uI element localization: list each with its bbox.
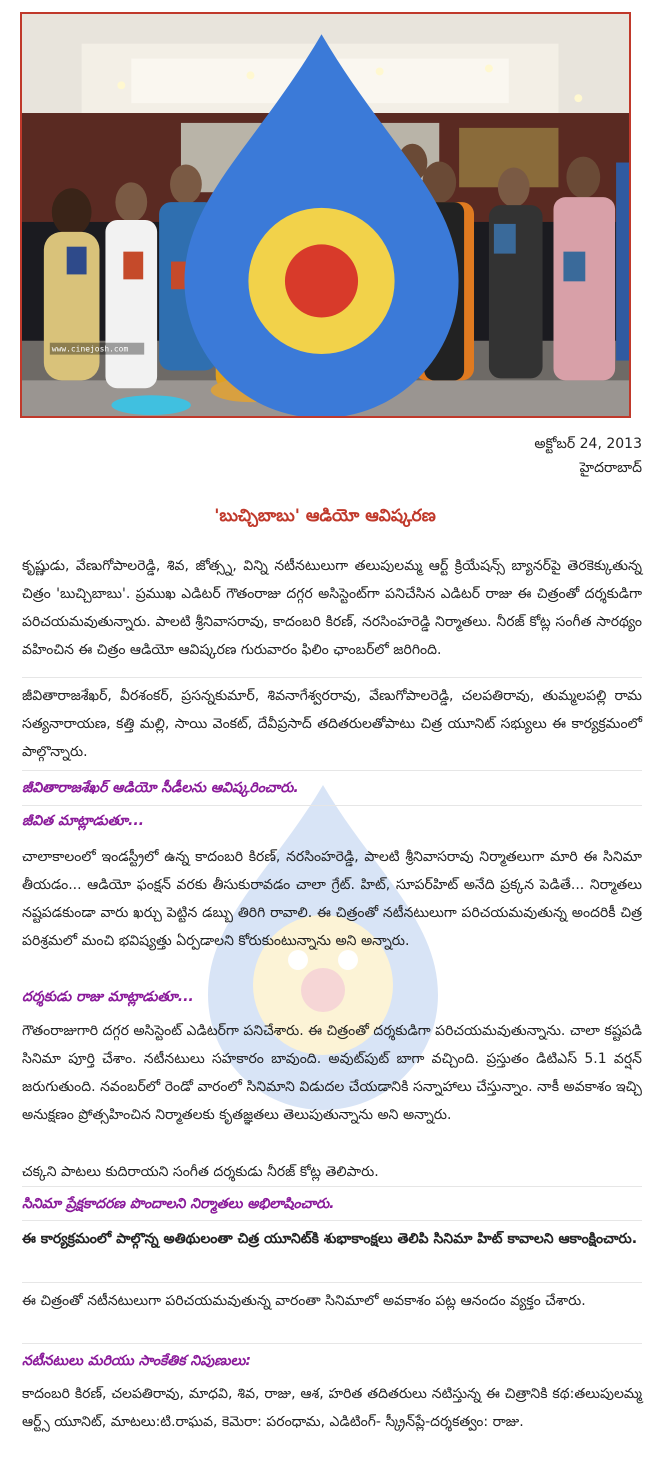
paragraph-songs: చక్కని పాటలు కుదిరాయని సంగీత దర్శకుడు నీరజ్ కోట్ల తెలిపారు. [22, 1164, 379, 1180]
jeevitha-label: జీవిత మాట్లాడుతూ... [22, 813, 144, 829]
article-place: హైదరాబాద్ [579, 460, 642, 476]
divider [22, 1220, 642, 1221]
divider [22, 1343, 642, 1344]
paragraph-director-quote: గౌతంరాజుగారి దగ్గర అసిస్టెంట్ ఎడిటర్‌గా పనిచేశారు. ఈ చిత్రంతో దర్శకుడిగా పరిచయమవుతున్నాను. చాలా కష్టపడి సినిమా పూర్తి చేశాం. నటీనటులు సహకారం బావుంది. అవుట్‌పుట్ బాగా వచ్చింది. ప్రస్తుతం డిటిఎస్ 5.1 వర్షన్ జరుగుతుంది. నవంబర్‌లో రెండో వారంలో సినిమాని విడుదల చేయడానికి సన్నాహాలు చేస్తున్నాం. నాకీ అవకాశం ఇచ్చి అనుక్షణం ప్రోత్సహించిన నిర్మాతలకు కృతజ్ఞతలు తెలుపుతున్నాను అని అన్నారు. [22, 1023, 642, 1123]
divider [22, 770, 642, 771]
guests-wish: ఈ కార్యక్రమంలో పాల్గొన్న అతిథులంతా చిత్ర యూనిట్‌కి శుభాకాంక్షలు తెలిపి సినిమా హిట్ కావాలని ఆకాంక్షించారు. [22, 1231, 638, 1247]
paragraph-intro: కృష్ణుడు, వేణుగోపాలరెడ్డి, శివ, జోత్స్న, విన్ని నటీనటులుగా తలుపులమ్మ ఆర్ట్ క్రియేషన్స్ బ్యానర్‌పై తెరకెక్కుతున్న చిత్రం 'బుచ్చిబాబు'. ప్రముఖ ఎడిటర్ గౌతంరాజు దగ్గర అసిస్టెంట్‌గా పనిచేసిన ఎడిటర్ రాజు ఈ చిత్రంతో దర్శకుడిగా పరిచయమవుతున్నారు. పాలటి శ్రీనివాసరావు, కాదంబరి కిరణ్, నరసింహరెడ్డి నిర్మాతలు. నీరజ్ కోట్ల సంగీత సారథ్యం వహించిన ఈ చిత్రం ఆడియో ఆవిష్కరణ గురువారం ఫిలిం ఛాంబర్‌లో జరిగింది. [22, 558, 642, 658]
paragraph-guests: జీవితారాజశేఖర్, వీరశంకర్, ప్రసన్నకుమార్, శివనాగేశ్వరరావు, వేణుగోపాలరెడ్డి, చలపతిరావు, తుమ్మలపల్లి రామ సత్యనారాయణ, కత్తి మల్లి, సాయి వెంకట్, దేవీప్రసాద్ తదితరులతోపాటు చిత్ర యూనిట్ సభ్యులు ఈ కార్యక్రమంలో పాల్గొన్నారు. [22, 688, 642, 760]
cinejosh-logo-icon [20, 16, 625, 418]
divider [22, 677, 642, 678]
paragraph-credits: కాదంబరి కిరణ్, చలపతిరావు, మాధవి, శివ, రాజు, ఆశ, హరిత తదితరులు నటిస్తున్న ఈ చిత్రానికి కథ:తలుపులమ్మ ఆర్ట్స్ యూనిట్, మాటలు:టి.రాఘవ, కెమెరా: పరంధామ, ఎడిటింగ్- స్క్రీన్‌ప్లే-దర్శకత్వం: రాజు. [22, 1386, 642, 1430]
divider [22, 1186, 642, 1187]
producers-wish: సినిమా ప్రేక్షకాదరణ పొందాలని నిర్మాతలు అభిలాషించారు. [22, 1196, 335, 1212]
dateline [534, 432, 642, 480]
photo-caption: www.cinejosh.com [51, 344, 129, 354]
divider [22, 805, 642, 806]
cast-label: నటీనటులు మరియు సాంకేతిక నిపుణులు: [22, 1353, 251, 1369]
event-photo [20, 12, 631, 418]
paragraph-newcomers: ఈ చిత్రంతో నటీనటులుగా పరిచయమవుతున్న వారంతా సినిమాలో అవకాశం పట్ల ఆనందం వ్యక్తం చేశారు. [22, 1293, 586, 1309]
paragraph-jeevitha-quote: చాలాకాలంలో ఇండస్ట్రీలో ఉన్న కాదంబరి కిరణ్, నరసింహరెడ్డి, పాలటి శ్రీనివాసరావు నిర్మాతలుగా మారి ఈ సినిమా తీయడం... ఆడియో ఫంక్షన్ వరకు తీసుకురావడం చాలా గ్రేట్. హిట్, సూపర్‌హిట్ అనేది ప్రక్కన పెడితే... నిర్మాతలు నష్టపడకుండా వారు ఖర్చు పెట్టిన డబ్బు తిరిగి రావాలి. ఈ చిత్రంతో నటీనటులుగా పరిచయమవుతున్న అందరికీ చిత్ర పరిశ్రమలో మంచి భవిష్యత్తు ఏర్పడాలని కోరుకుంటున్నాను అని అన్నారు. [22, 849, 642, 949]
article-date: అక్టోబర్ 24, 2013 [534, 436, 642, 452]
launch-line: జీవితారాజశేఖర్ ఆడియో సీడీలను ఆవిష్కరించారు. [22, 780, 299, 796]
article-headline: 'బుచ్చిబాబు' ఆడియో ఆవిష్కరణ [214, 506, 436, 526]
divider [22, 1282, 642, 1283]
director-label: దర్శకుడు రాజు మాట్లాడుతూ... [22, 989, 194, 1005]
